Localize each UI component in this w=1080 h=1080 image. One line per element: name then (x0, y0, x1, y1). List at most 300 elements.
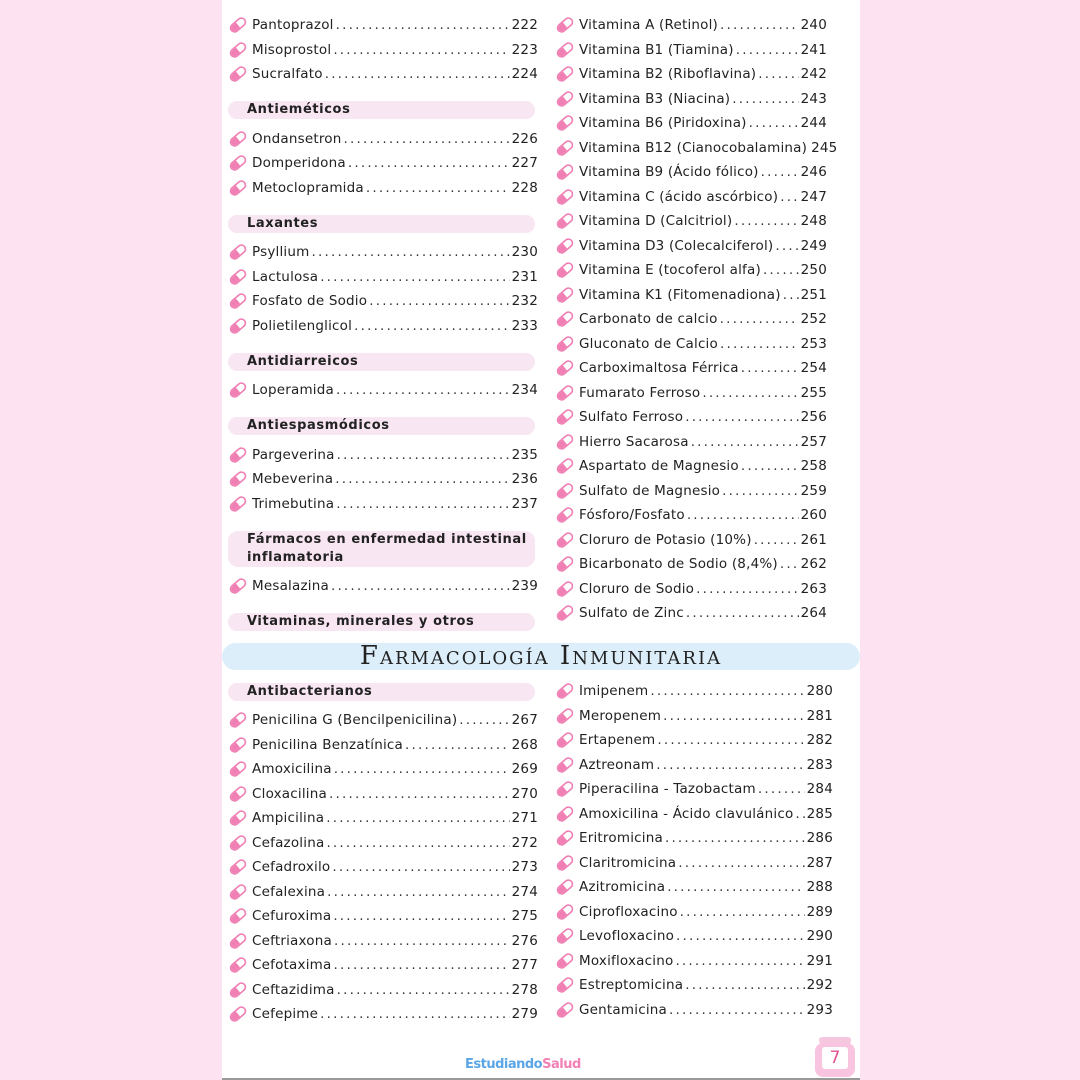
dot-leader (332, 859, 509, 875)
entry-page: 256 (800, 409, 827, 425)
pill-icon (555, 505, 575, 525)
dot-leader (678, 855, 804, 871)
entry-page: 263 (800, 580, 827, 597)
pill-icon (228, 494, 248, 514)
index-entry (228, 442, 538, 467)
entry-page: 228 (511, 179, 538, 196)
index-entry (555, 135, 838, 160)
index-entry (228, 313, 538, 338)
dot-leader (687, 507, 799, 523)
pill-icon (555, 1000, 575, 1020)
index-entry (555, 37, 827, 62)
index-entry (555, 282, 827, 307)
entry-name: Aztreonam (579, 756, 655, 773)
dot-leader (336, 17, 510, 33)
dot-leader (741, 458, 799, 474)
index-entry (228, 574, 538, 599)
entry-page: 262 (800, 556, 827, 572)
entry-name: Ceftriaxona (252, 932, 332, 949)
entry-name: Mesalazina (252, 578, 329, 594)
dot-leader (334, 761, 510, 777)
index-entry (555, 13, 827, 38)
index-entry (555, 233, 827, 258)
index-entry (555, 552, 827, 577)
dot-leader (680, 904, 805, 920)
entry-page: 226 (511, 130, 538, 147)
entry-page: 223 (511, 41, 538, 58)
dot-leader (336, 496, 509, 512)
entry-name: Vitamina B12 (Cianocobalamina) (579, 139, 808, 156)
entry-page: 261 (800, 531, 827, 548)
entry-name: Fósforo/Fosfato (579, 507, 685, 523)
index-entry (555, 703, 833, 728)
entry-name: Trimebutina (252, 495, 335, 512)
entry-name: Vitamina E (tocoferol alfa) (579, 262, 761, 278)
index-entry (555, 503, 827, 528)
entry-page: 293 (806, 1001, 833, 1018)
pill-icon (228, 40, 248, 60)
entry-name: Gluconato de Calcio (579, 335, 718, 352)
entry-name: Fosfato de Sodio (252, 293, 368, 309)
category-header: Antieméticos (228, 101, 535, 119)
entry-page: 288 (806, 879, 833, 895)
index-column-top-left (228, 13, 538, 639)
entry-name: Estreptomicina (579, 977, 684, 993)
dot-leader (366, 180, 510, 196)
entry-name: Vitamina B9 (Ácido fólico) (579, 164, 759, 180)
entry-name: Cefalexina (252, 883, 326, 900)
dot-leader (741, 360, 799, 376)
entry-page: 237 (511, 495, 538, 512)
entry-page: 270 (511, 785, 538, 802)
entry-page: 241 (800, 41, 827, 58)
entry-page: 242 (800, 66, 827, 82)
pill-icon (228, 808, 248, 828)
index-entry (228, 289, 538, 314)
pill-icon (228, 955, 248, 975)
pill-icon (555, 975, 575, 995)
dot-leader (326, 835, 509, 851)
entry-name: Penicilina Benzatínica (252, 736, 403, 753)
dot-leader (329, 786, 510, 802)
index-entry (228, 175, 538, 200)
entry-name: Ampicilina (252, 810, 325, 827)
dot-leader (720, 336, 799, 352)
dot-leader (754, 532, 799, 548)
pill-icon (228, 242, 248, 262)
entry-page: 259 (800, 482, 827, 499)
dot-leader (696, 581, 799, 597)
pill-icon (228, 857, 248, 877)
pill-icon (228, 735, 248, 755)
entry-page: 292 (806, 977, 833, 993)
index-entry (555, 777, 833, 802)
entry-page: 279 (511, 1006, 538, 1023)
index-entry (555, 356, 827, 381)
pill-icon (228, 316, 248, 336)
dot-leader (331, 578, 510, 594)
dot-leader (734, 213, 798, 229)
pill-icon (228, 469, 248, 489)
entry-name: Levofloxacino (579, 928, 675, 944)
entry-name: Amoxicilina (252, 761, 332, 778)
entry-page: 254 (800, 360, 827, 376)
entry-name: Ondansetron (252, 130, 342, 147)
entry-name: Pargeverina (252, 446, 335, 463)
page-number-jar (815, 1037, 855, 1077)
dot-leader (459, 712, 509, 728)
dot-leader (326, 810, 509, 826)
index-entry (228, 1002, 538, 1027)
entry-page: 281 (806, 707, 833, 724)
entry-name: Cefazolina (252, 834, 325, 851)
dot-leader (722, 483, 799, 499)
index-entry (228, 953, 538, 978)
index-entry (228, 240, 538, 265)
entry-page: 248 (800, 213, 827, 229)
entry-name: Cloruro de Potasio (10%) (579, 531, 752, 548)
entry-name: Piperacilina - Tazobactam (579, 781, 756, 797)
pill-icon (228, 267, 248, 287)
entry-page: 271 (511, 810, 538, 827)
entry-name: Imipenem (579, 683, 649, 699)
entry-name: Sucralfato (252, 66, 323, 82)
index-entry (228, 264, 538, 289)
pill-icon (228, 129, 248, 149)
index-entry (555, 405, 827, 430)
index-entry (555, 899, 833, 924)
dot-leader (763, 262, 799, 278)
pill-icon (228, 64, 248, 84)
pill-icon (555, 706, 575, 726)
entry-name: Meropenem (579, 707, 662, 724)
entry-page: 267 (511, 712, 538, 729)
pill-icon (555, 828, 575, 848)
entry-page: 249 (800, 237, 827, 254)
pill-icon (555, 260, 575, 280)
dot-leader (334, 933, 510, 949)
pill-icon (555, 681, 575, 701)
category-header: Antibacterianos (228, 683, 535, 701)
index-entry (555, 752, 833, 777)
dot-leader (667, 879, 804, 895)
entry-name: Cloxacilina (252, 785, 327, 802)
entry-name: Hierro Sacarosa (579, 433, 689, 450)
index-entry (555, 973, 833, 998)
pill-icon (228, 445, 248, 465)
index-entry (555, 184, 827, 209)
pill-icon (555, 853, 575, 873)
index-entry (228, 733, 538, 758)
dot-leader (369, 293, 509, 309)
pill-icon (555, 730, 575, 750)
pill-icon (555, 432, 575, 452)
dot-leader (336, 382, 510, 398)
pill-icon (555, 15, 575, 35)
pill-icon (555, 804, 575, 824)
index-entry (555, 576, 827, 601)
entry-name: Sulfato de Magnesio (579, 482, 721, 499)
dot-leader (333, 957, 509, 973)
entry-page: 236 (511, 471, 538, 487)
category-header: Vitaminas, minerales y otros (228, 613, 535, 631)
entry-name: Polietilenglicol (252, 317, 353, 334)
entry-page: 290 (806, 928, 833, 944)
pill-icon (228, 931, 248, 951)
dot-leader (343, 131, 509, 147)
entry-page: 246 (800, 164, 827, 180)
entry-page: 233 (511, 317, 538, 334)
page-number: 7 (822, 1047, 848, 1069)
index-entry (555, 160, 827, 185)
pill-icon (555, 334, 575, 354)
entry-name: Vitamina B3 (Niacina) (579, 90, 731, 107)
entry-name: Cloruro de Sodio (579, 580, 695, 597)
index-entry (228, 904, 538, 929)
dot-leader (327, 884, 509, 900)
dot-leader (685, 977, 804, 993)
entry-page: 287 (806, 854, 833, 871)
entry-page: 255 (800, 384, 827, 401)
entry-name: Ciprofloxacino (579, 903, 678, 920)
index-entry (228, 757, 538, 782)
pill-icon (555, 113, 575, 133)
pill-icon (555, 530, 575, 550)
pill-icon (228, 906, 248, 926)
index-entry (228, 855, 538, 880)
dot-leader (405, 737, 510, 753)
entry-page: 284 (806, 781, 833, 797)
entry-name: Cefuroxima (252, 908, 332, 925)
index-entry (555, 86, 827, 111)
dot-leader (663, 708, 804, 724)
entry-page: 278 (511, 981, 538, 998)
dot-leader (780, 189, 798, 205)
entry-page: 272 (511, 834, 538, 851)
dot-leader (333, 908, 509, 924)
dot-leader (758, 781, 805, 797)
entry-name: Loperamida (252, 382, 334, 398)
pill-icon (555, 407, 575, 427)
entry-page: 285 (806, 805, 833, 822)
entry-name: Claritromicina (579, 854, 677, 871)
dot-leader (325, 66, 510, 82)
pill-icon (228, 15, 248, 35)
category-header: Antidiarreicos (228, 353, 535, 371)
entry-page: 269 (511, 761, 538, 778)
entry-name: Cefadroxilo (252, 859, 331, 876)
index-entry (555, 997, 833, 1022)
pill-icon (555, 603, 575, 623)
pill-icon (555, 481, 575, 501)
index-entry (555, 875, 833, 900)
index-entry (555, 380, 827, 405)
pill-icon (555, 951, 575, 971)
entry-page: 291 (806, 952, 833, 969)
entry-page: 252 (800, 311, 827, 327)
entry-name: Vitamina C (ácido ascórbico) (579, 188, 779, 205)
dot-leader (720, 311, 799, 327)
dot-leader (320, 1006, 509, 1022)
entry-page: 232 (511, 293, 538, 309)
index-entry (555, 850, 833, 875)
pill-icon (228, 882, 248, 902)
dot-leader (780, 556, 799, 572)
index-entry (228, 708, 538, 733)
entry-name: Misoprostol (252, 41, 332, 58)
dot-leader (775, 238, 798, 254)
entry-page: 275 (511, 908, 538, 925)
dot-leader (749, 115, 799, 131)
estudiando-salud-logo: EstudiandoSalud (465, 1057, 581, 1072)
dot-leader (720, 17, 799, 33)
section-title-banner: Farmacología Inmunitaria (222, 643, 860, 670)
entry-name: Cefotaxima (252, 957, 332, 974)
pill-icon (555, 456, 575, 476)
dot-leader (348, 155, 510, 171)
entry-name: Pantoprazol (252, 17, 334, 33)
entry-name: Vitamina B6 (Piridoxina) (579, 115, 747, 131)
dot-leader (702, 385, 798, 401)
dot-leader (783, 287, 799, 303)
index-entry (555, 258, 827, 283)
pill-icon (228, 833, 248, 853)
index-entry (555, 429, 827, 454)
index-entry (228, 929, 538, 954)
index-column-bottom-left (228, 683, 538, 1027)
pill-icon (228, 576, 248, 596)
index-entry (555, 801, 833, 826)
pill-icon (555, 236, 575, 256)
index-entry (228, 978, 538, 1003)
entry-name: Amoxicilina - Ácido clavulánico (579, 805, 794, 822)
index-entry (555, 111, 827, 136)
entry-page: 274 (511, 883, 538, 900)
entry-page: 251 (800, 286, 827, 303)
index-column-bottom-right (555, 679, 833, 1022)
dot-leader (736, 42, 799, 58)
pill-icon (555, 309, 575, 329)
pill-icon (555, 902, 575, 922)
pill-icon (228, 784, 248, 804)
dot-leader (312, 244, 510, 260)
entry-page: 277 (511, 957, 538, 974)
entry-page: 231 (511, 268, 538, 285)
entry-page: 247 (800, 188, 827, 205)
entry-page: 282 (806, 732, 833, 748)
entry-page: 234 (511, 382, 538, 398)
dot-leader (732, 91, 798, 107)
pill-icon (555, 138, 575, 158)
entry-name: Lactulosa (252, 268, 319, 285)
pill-icon (228, 178, 248, 198)
index-entry (555, 948, 833, 973)
entry-name: Aspartato de Magnesio (579, 458, 739, 474)
pill-icon (555, 40, 575, 60)
dot-leader (686, 605, 799, 621)
pill-icon (228, 1004, 248, 1024)
pill-icon (555, 285, 575, 305)
entry-page: 243 (800, 90, 827, 107)
category-header: Antiespasmódicos (228, 417, 535, 435)
entry-name: Vitamina B1 (Tiamina) (579, 41, 734, 58)
entry-page: 222 (511, 17, 538, 33)
index-entry (228, 62, 538, 87)
entry-name: Eritromicina (579, 830, 663, 846)
dot-leader (320, 269, 509, 285)
dot-leader (354, 318, 510, 334)
pill-icon (555, 162, 575, 182)
entry-page: 264 (800, 605, 827, 621)
dot-leader (676, 928, 805, 944)
dot-leader (657, 732, 804, 748)
category-header: Laxantes (228, 215, 535, 233)
pill-icon (555, 187, 575, 207)
index-entry (555, 679, 833, 704)
entry-name: Moxifloxacino (579, 952, 674, 969)
index-entry (228, 831, 538, 856)
dot-leader (685, 409, 798, 425)
index-entry (555, 62, 827, 87)
dot-leader (337, 982, 510, 998)
entry-page: 289 (806, 903, 833, 920)
entry-name: Vitamina A (Retinol) (579, 17, 719, 33)
entry-name: Cefepime (252, 1006, 319, 1023)
index-entry (228, 378, 538, 403)
index-entry (555, 331, 827, 356)
pill-icon (555, 926, 575, 946)
entry-page: 244 (800, 115, 827, 131)
dot-leader (761, 164, 799, 180)
entry-page: 273 (511, 859, 538, 876)
entry-name: Ceftazidima (252, 981, 335, 998)
index-entry (228, 13, 538, 38)
pill-icon (555, 64, 575, 84)
pill-icon (555, 383, 575, 403)
entry-name: Psyllium (252, 244, 310, 260)
entry-name: Vitamina B2 (Riboflavina) (579, 66, 757, 82)
entry-page: 224 (511, 66, 538, 82)
entry-page: 276 (511, 932, 538, 949)
entry-page: 258 (800, 458, 827, 474)
entry-page: 227 (511, 155, 538, 171)
index-entry (228, 37, 538, 62)
entry-name: Domperidona (252, 155, 346, 171)
entry-page: 260 (800, 507, 827, 523)
entry-name: Sulfato de Zinc (579, 605, 684, 621)
dot-leader (758, 66, 798, 82)
entry-page: 235 (511, 446, 538, 463)
index-entry (228, 126, 538, 151)
entry-page: 257 (800, 433, 827, 450)
entry-page: 245 (811, 139, 838, 156)
dot-leader (335, 471, 509, 487)
pill-icon (555, 877, 575, 897)
entry-page: 230 (511, 244, 538, 260)
pill-icon (555, 779, 575, 799)
entry-name: Vitamina D3 (Colecalciferol) (579, 237, 774, 254)
dot-leader (337, 447, 510, 463)
pill-icon (555, 554, 575, 574)
entry-name: Vitamina K1 (Fitomenadiona) (579, 286, 781, 303)
dot-leader (656, 757, 804, 773)
index-entry (555, 601, 827, 626)
pill-icon (555, 579, 575, 599)
entry-name: Gentamicina (579, 1001, 667, 1018)
pill-icon (228, 380, 248, 400)
entry-page: 280 (806, 683, 833, 699)
dot-leader (665, 830, 805, 846)
